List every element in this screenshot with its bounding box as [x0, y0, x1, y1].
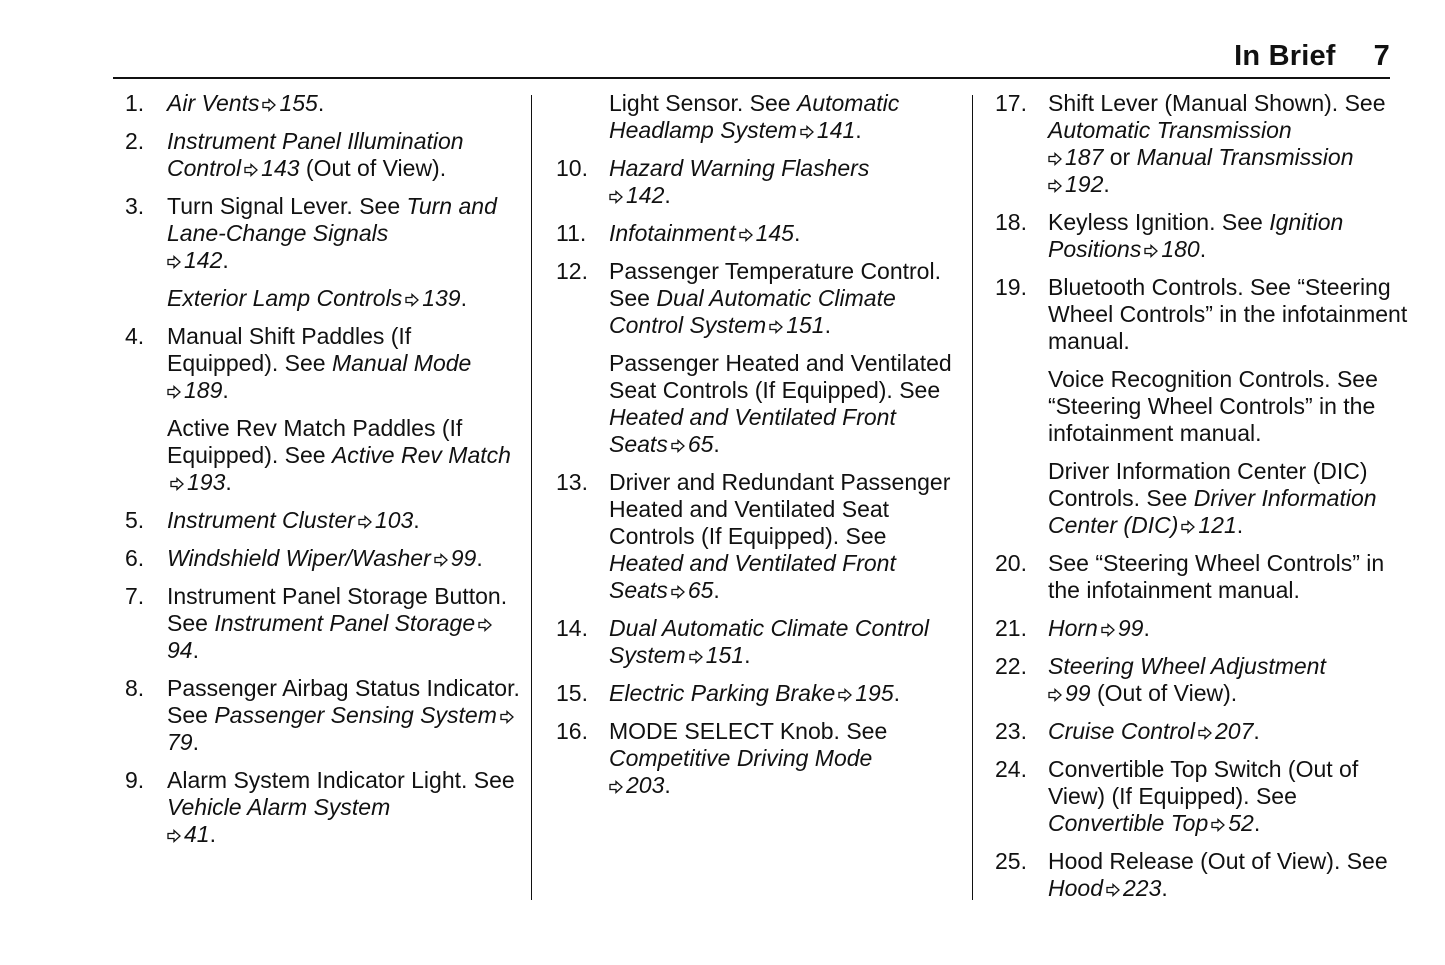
xref-link[interactable]: Convertible Top: [1048, 810, 1209, 836]
page-reference-arrow-icon: [1198, 726, 1212, 740]
list-item: 11. Infotainment 145.: [556, 220, 801, 246]
list-item: 18. Keyless Ignition. See Ignition Positions 180.: [995, 209, 1344, 262]
page-ref: 189: [184, 377, 223, 403]
xref-link[interactable]: Electric Parking Brake: [609, 680, 836, 706]
page-ref: 99: [450, 545, 477, 571]
list-item: 6. Windshield Wiper/Washer 99.: [125, 545, 483, 571]
page-reference-arrow-icon: [167, 829, 181, 843]
xref-link[interactable]: Instrument Panel Illumination Control: [167, 128, 464, 181]
list-subitem: Driver Information Center (DIC) Controls. See Driver Information Center (DIC) 121.: [1048, 458, 1377, 538]
list-item: 17. Shift Lever (Manual Shown). See Automatic Transmission 187 or Manual Transmission 192.: [995, 90, 1386, 197]
xref-link[interactable]: Dual Automatic Climate Control System: [609, 615, 929, 668]
xref-link[interactable]: Instrument Cluster: [167, 507, 355, 533]
xref-link[interactable]: Manual Mode: [331, 350, 472, 376]
column-2: [556, 90, 961, 810]
page-ref: 203: [626, 772, 665, 798]
list-item: 8. Passenger Airbag Status Indicator. See Passenger Sensing System79.: [125, 675, 520, 755]
page-reference-arrow-icon: [671, 585, 685, 599]
page-ref: 65: [687, 431, 714, 457]
item-number: 9.: [125, 767, 145, 793]
list-item: 10. Hazard Warning Flashers 142.: [556, 155, 870, 208]
page-reference-arrow-icon: [262, 98, 276, 112]
page-reference-arrow-icon: [1181, 520, 1195, 534]
page-reference-arrow-icon: [405, 293, 419, 307]
list-item: 3. Turn Signal Lever. See Turn and Lane-Change Signals 142.: [125, 193, 497, 273]
page-reference-arrow-icon: [358, 515, 372, 529]
page-ref: 145: [755, 220, 794, 246]
list-item: 21. Horn 99.: [995, 615, 1150, 641]
list-subitem: Exterior Lamp Controls 139.: [167, 285, 467, 311]
header-rule: [113, 77, 1390, 79]
item-number: 22.: [995, 653, 1027, 679]
page-ref: 142: [626, 182, 665, 208]
page-reference-arrow-icon: [1048, 688, 1062, 702]
page-ref: 52: [1228, 810, 1254, 836]
column-3: [995, 90, 1415, 913]
item-number: 21.: [995, 615, 1027, 641]
page-reference-arrow-icon: [244, 163, 258, 177]
page-ref: 141: [816, 117, 856, 143]
xref-link[interactable]: Air Vents: [167, 90, 260, 116]
xref-link[interactable]: Cruise Control: [1048, 718, 1195, 744]
page-ref: 151: [786, 312, 825, 338]
page-ref: 99: [1117, 615, 1144, 641]
page-reference-arrow-icon: [478, 618, 492, 632]
item-number: 5.: [125, 507, 145, 533]
item-number: 19.: [995, 274, 1027, 300]
list-item: 1. Air Vents 155.: [125, 90, 325, 116]
list-item: 2. Instrument Panel Illumination Control 143 (Out of View).: [125, 128, 464, 181]
page-reference-arrow-icon: [434, 553, 448, 567]
page-ref: 94: [167, 637, 193, 663]
item-number: 10.: [556, 155, 588, 181]
list-item: 5. Instrument Cluster 103.: [125, 507, 420, 533]
page-ref: 195: [855, 680, 894, 706]
page-reference-arrow-icon: [739, 228, 753, 242]
item-number: 17.: [995, 90, 1027, 116]
xref-link[interactable]: Active Rev Match: [331, 442, 511, 468]
list-item: 16. MODE SELECT Knob. See Competitive Driving Mode 203.: [556, 718, 888, 798]
page-reference-arrow-icon: [1106, 883, 1120, 897]
item-number: 14.: [556, 615, 588, 641]
list-item: 24. Convertible Top Switch (Out of View) (If Equipped). See Convertible Top 52.: [995, 756, 1359, 836]
list-subitem: Active Rev Match Paddles (If Equipped). See Active Rev Match193.: [167, 415, 511, 495]
xref-link[interactable]: Horn: [1048, 615, 1098, 641]
item-number: 3.: [125, 193, 145, 219]
list-item: 4. Manual Shift Paddles (If Equipped). See Manual Mode 189.: [125, 323, 472, 403]
page-ref: 155: [279, 90, 318, 116]
page-reference-arrow-icon: [1211, 818, 1225, 832]
xref-link[interactable]: Turn and Lane-Change Signals: [167, 193, 497, 246]
page-reference-arrow-icon: [609, 190, 623, 204]
item-number: 11.: [556, 220, 587, 246]
list-item: 14. Dual Automatic Climate Control System 151.: [556, 615, 929, 668]
page-ref: 143: [261, 155, 300, 181]
column-divider: [531, 95, 532, 900]
column-1: [125, 90, 520, 859]
page-reference-arrow-icon: [1144, 244, 1158, 258]
xref-link[interactable]: Ignition Positions: [1048, 209, 1344, 262]
page-reference-arrow-icon: [1048, 179, 1062, 193]
page-ref: 187: [1065, 144, 1104, 170]
page-ref: 121: [1198, 512, 1237, 538]
list-item: 9. Alarm System Indicator Light. See Vehicle Alarm System 41.: [125, 767, 515, 847]
xref-link[interactable]: Passenger Sensing System: [214, 702, 497, 728]
page-ref: 142: [184, 247, 223, 273]
list-item: 7. Instrument Panel Storage Button. See Instrument Panel Storage94.: [125, 583, 508, 663]
item-number: 8.: [125, 675, 145, 701]
list-item: 12. Passenger Temperature Control. See Dual Automatic Climate Control System 151.: [556, 258, 941, 338]
item-number: 1.: [125, 90, 145, 116]
page-reference-arrow-icon: [689, 650, 703, 664]
xref-link[interactable]: Automatic Headlamp System: [609, 90, 900, 143]
xref-link[interactable]: Steering Wheel Adjustment: [1048, 653, 1326, 679]
column-divider: [972, 95, 973, 900]
page-reference-arrow-icon: [170, 477, 184, 491]
page-ref: 65: [687, 577, 714, 603]
list-item: 22. Steering Wheel Adjustment 99 (Out of View).: [995, 653, 1326, 706]
xref-link[interactable]: Dual Automatic Climate Control System: [609, 285, 896, 338]
page-ref: 139: [422, 285, 461, 311]
list-item: 13. Driver and Redundant Passenger Heated and Ventilated Seat Controls (If Equipped). See Heated and Ventilated Front Seats 65.: [556, 469, 951, 603]
item-number: 6.: [125, 545, 145, 571]
page-reference-arrow-icon: [769, 320, 783, 334]
page-ref: 99: [1065, 680, 1091, 706]
item-number: 18.: [995, 209, 1027, 235]
page-reference-arrow-icon: [838, 688, 852, 702]
item-number: 25.: [995, 848, 1027, 874]
xref-link[interactable]: Driver Information Center (DIC): [1048, 485, 1377, 538]
page-ref: 151: [705, 642, 745, 668]
xref-link[interactable]: Exterior Lamp Controls: [167, 285, 403, 311]
item-number: 12.: [556, 258, 588, 284]
page-reference-arrow-icon: [500, 710, 514, 724]
page-ref: 180: [1161, 236, 1200, 262]
xref-link[interactable]: Hazard Warning Flashers: [609, 155, 870, 181]
page-header: [1234, 40, 1390, 78]
page-ref: 103: [374, 507, 414, 533]
list-item: 19. Bluetooth Controls. See “Steering Wheel Controls” in the infotainment manual.: [995, 274, 1408, 354]
page-reference-arrow-icon: [609, 780, 623, 794]
list-item: 20. See “Steering Wheel Controls” in the infotainment manual.: [995, 550, 1385, 603]
item-number: 2.: [125, 128, 145, 154]
xref-link[interactable]: Windshield Wiper/Washer: [167, 545, 431, 571]
page-ref: 223: [1122, 875, 1162, 901]
page-reference-arrow-icon: [167, 255, 181, 269]
list-item: 15. Electric Parking Brake 195.: [556, 680, 901, 706]
page-number: 7: [1373, 40, 1390, 72]
item-number: 7.: [125, 583, 145, 609]
list-subitem: Voice Recognition Controls. See “Steering Wheel Controls” in the infotainment manual.: [1048, 366, 1378, 446]
xref-link[interactable]: Heated and Ventilated Front Seats: [609, 404, 896, 457]
item-number: 16.: [556, 718, 588, 744]
item-number: 20.: [995, 550, 1027, 576]
xref-link[interactable]: Heated and Ventilated Front Seats: [609, 550, 896, 603]
item-number: 4.: [125, 323, 145, 349]
page-ref: 192: [1065, 171, 1104, 197]
list-subitem: Passenger Heated and Ventilated Seat Controls (If Equipped). See Heated and Ventilated Front Seats 65.: [609, 350, 952, 457]
page-reference-arrow-icon: [1101, 623, 1115, 637]
page-ref: 41: [184, 821, 210, 847]
xref-link[interactable]: Instrument Panel Storage: [214, 610, 476, 636]
page-reference-arrow-icon: [1048, 152, 1062, 166]
xref-link[interactable]: Automatic Transmission: [1048, 117, 1292, 143]
page-ref: 207: [1215, 718, 1254, 744]
page-ref: 79: [167, 729, 193, 755]
item-number: 24.: [995, 756, 1027, 782]
item-number: 15.: [556, 680, 588, 706]
xref-link[interactable]: Competitive Driving Mode: [609, 745, 873, 771]
xref-link[interactable]: Infotainment: [609, 220, 736, 246]
section-title: In Brief: [1234, 40, 1336, 72]
page-reference-arrow-icon: [800, 125, 814, 139]
xref-link[interactable]: Hood: [1048, 875, 1103, 901]
page-ref: 193: [187, 469, 226, 495]
page-reference-arrow-icon: [167, 385, 181, 399]
list-item: 23. Cruise Control 207.: [995, 718, 1260, 744]
xref-link[interactable]: Manual Transmission: [1136, 144, 1354, 170]
item-number: 23.: [995, 718, 1027, 744]
xref-link[interactable]: Vehicle Alarm System: [167, 794, 391, 820]
list-subitem: Light Sensor. See Automatic Headlamp System 141.: [609, 90, 900, 143]
page-reference-arrow-icon: [671, 439, 685, 453]
item-number: 13.: [556, 469, 588, 495]
list-item: 25. Hood Release (Out of View). See Hood 223.: [995, 848, 1388, 901]
